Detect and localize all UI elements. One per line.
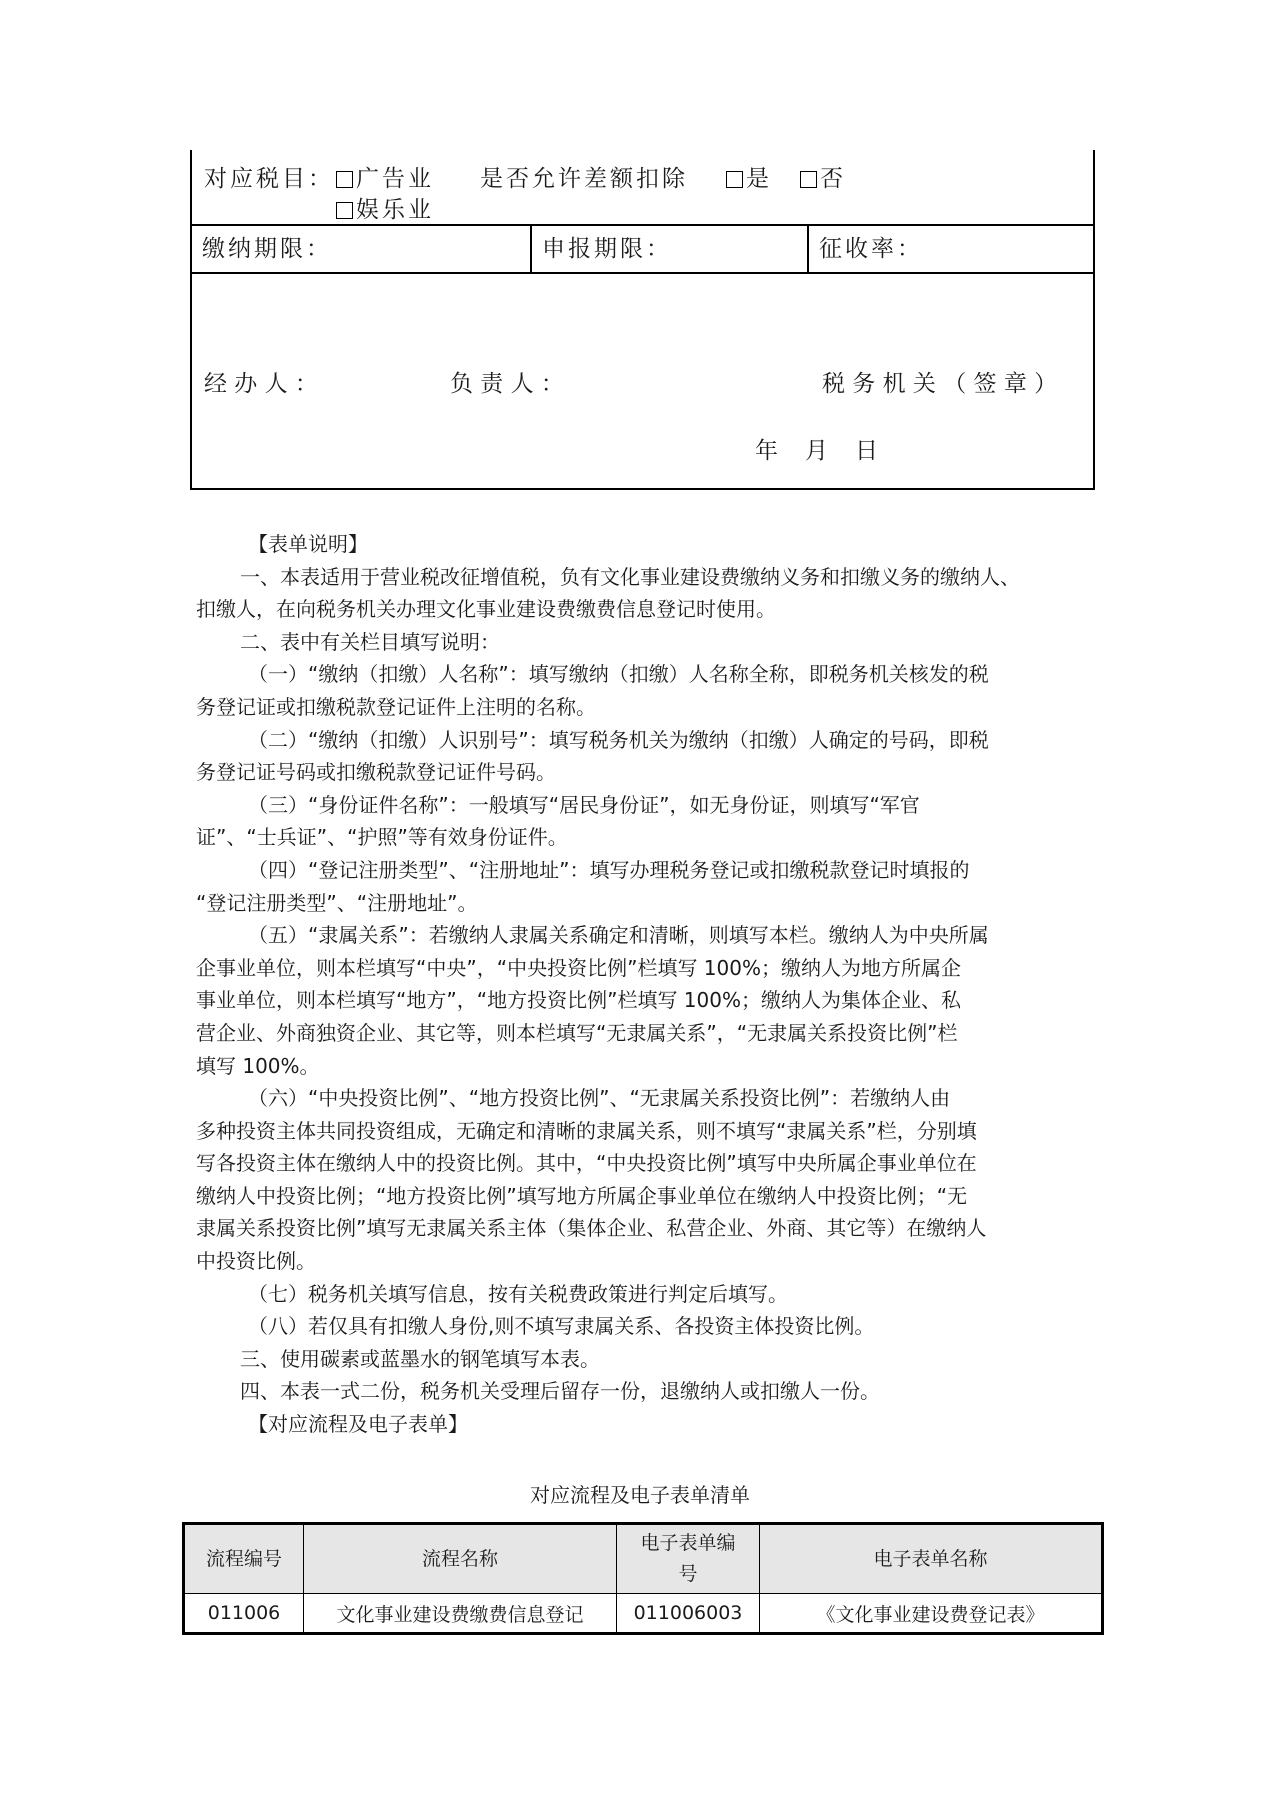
header-process-no: 流程编号 <box>184 1524 304 1594</box>
instruction-4: 四、本表一式二份，税务机关受理后留存一份，退缴纳人或扣缴人一份。 <box>240 1379 880 1404</box>
instruction-2-4-line-1: （四）“登记注册类型”、“注册地址”：填写办理税务登记或扣缴税款登记时填报的 <box>248 857 970 882</box>
checkbox-yes[interactable] <box>726 171 743 188</box>
instruction-2-5-line-2: 企事业单位，则本栏填写“中央”，“中央投资比例”栏填写 100%；缴纳人为地方所属企 <box>196 955 961 980</box>
checkbox-advertising[interactable] <box>336 171 353 188</box>
flow-heading: 【对应流程及电子表单】 <box>248 1412 468 1437</box>
handler-label: 经 办 人 ： <box>204 371 318 397</box>
header-form-name: 电子表单名称 <box>760 1524 1103 1594</box>
option-advertising-label: 广告业 <box>356 166 434 192</box>
payment-term-cell[interactable] <box>192 226 530 272</box>
instruction-3: 三、使用碳素或蓝墨水的钢笔填写本表。 <box>240 1346 600 1371</box>
instruction-2-3-line-1: （三）“身份证件名称”：一般填写“居民身份证”，如无身份证，则填写“军官 <box>248 792 920 817</box>
table-header-row <box>184 1524 1103 1594</box>
tax-item-label: 对应税目： <box>204 166 334 192</box>
instruction-2-4-line-2: “登记注册类型”、“注册地址”。 <box>196 890 478 915</box>
option-no[interactable] <box>800 160 846 193</box>
cell-process-name: 文化事业建设费缴费信息登记 <box>304 1594 617 1634</box>
header-form-no <box>617 1524 760 1594</box>
instruction-2-1-line-2: 务登记证或扣缴税款登记证件上注明的名称。 <box>196 694 596 719</box>
date-year-label: 年 <box>755 438 778 464</box>
instruction-2-6-line-5: 隶属关系投资比例”填写无隶属关系主体（集体企业、私营企业、外商、其它等）在缴纳人 <box>196 1216 987 1241</box>
checkbox-entertainment[interactable] <box>336 202 353 219</box>
option-no-label: 否 <box>820 166 846 192</box>
terms-row <box>192 224 1093 274</box>
cell-form-name: 《文化事业建设费登记表》 <box>760 1594 1103 1634</box>
instruction-2-5-line-1: （五）“隶属关系”：若缴纳人隶属关系确定和清晰，则填写本栏。缴纳人为中央所属 <box>248 923 989 948</box>
header-form-no-line-2: 号 <box>678 1563 698 1585</box>
cell-process-no: 011006 <box>184 1594 304 1634</box>
instruction-2-6-line-1: （六）“中央投资比例”、“地方投资比例”、“无隶属关系投资比例”：若缴纳人由 <box>248 1086 951 1111</box>
date-month-label: 月 <box>805 438 828 464</box>
instruction-2-6-line-3: 写各投资主体在缴纳人中的投资比例。其中，“中央投资比例”填写中央所属企事业单位在 <box>196 1151 977 1176</box>
instruction-2-7: （七）税务机关填写信息，按有关税费政策进行判定后填写。 <box>248 1281 788 1306</box>
instruction-2-8: （八）若仅具有扣缴人身份,则不填写隶属关系、各投资主体投资比例。 <box>248 1314 875 1339</box>
deduction-label: 是否允许差额扣除 <box>480 166 688 192</box>
option-entertainment-label: 娱乐业 <box>356 197 434 223</box>
option-advertising[interactable] <box>336 160 434 193</box>
instruction-2-6-line-2: 多种投资主体共同投资组成，无确定和清晰的隶属关系，则不填写“隶属关系”栏，分别填 <box>196 1118 977 1143</box>
cell-form-no: 011006003 <box>617 1594 760 1634</box>
header-process-name: 流程名称 <box>304 1524 617 1594</box>
date-day-label: 日 <box>855 438 878 464</box>
tax-authority-seal-label: 税 务 机 关 （ 签 章 ） <box>822 371 1058 397</box>
instructions-heading: 【表单说明】 <box>248 532 368 556</box>
header-form-no-line-1: 电子表单编 <box>640 1532 736 1554</box>
instruction-2: 二、表中有关栏目填写说明： <box>240 629 500 654</box>
responsible-label: 负 责 人 ： <box>450 371 564 397</box>
payment-term-label: 缴纳期限： <box>202 236 332 262</box>
option-yes-label: 是 <box>746 166 772 192</box>
form-instructions <box>196 528 1096 1441</box>
instruction-2-5-line-4: 营企业、外商独资企业、其它等，则本栏填写“无隶属关系”，“无隶属关系投资比例”栏 <box>196 1020 958 1045</box>
instruction-1-line-1: 一、本表适用于营业税改征增值税，负有文化事业建设费缴纳义务和扣缴义务的缴纳人、 <box>240 564 1020 589</box>
option-yes[interactable] <box>726 160 772 193</box>
instruction-2-6-line-4: 缴纳人中投资比例；“地方投资比例”填写地方所属企事业单位在缴纳人中投资比例；“无 <box>196 1183 968 1208</box>
collection-rate-cell[interactable] <box>809 226 1093 272</box>
instruction-2-1-line-1: （一）“缴纳（扣缴）人名称”：填写缴纳（扣缴）人名称全称，即税务机关核发的税 <box>248 662 989 687</box>
instruction-2-6-line-6: 中投资比例。 <box>196 1249 316 1274</box>
table-row <box>184 1594 1103 1634</box>
filing-term-label: 申报期限： <box>542 236 672 262</box>
instruction-2-5-line-5: 填写 100%。 <box>196 1053 320 1078</box>
tax-item-row <box>192 150 1093 224</box>
instruction-2-2-line-1: （二）“缴纳（扣缴）人识别号”：填写税务机关为缴纳（扣缴）人确定的号码，即税 <box>248 727 989 752</box>
collection-rate-label: 征收率： <box>819 236 923 262</box>
filing-term-cell[interactable] <box>532 226 807 272</box>
option-entertainment[interactable] <box>336 191 434 224</box>
checkbox-no[interactable] <box>800 171 817 188</box>
flow-table <box>182 1522 1104 1635</box>
instruction-1-line-2: 扣缴人，在向税务机关办理文化事业建设费缴费信息登记时使用。 <box>196 597 776 622</box>
instruction-2-5-line-3: 事业单位，则本栏填写“地方”，“地方投资比例”栏填写 100%；缴纳人为集体企业、私 <box>196 988 961 1013</box>
registration-form-box <box>190 150 1095 490</box>
flow-table-title: 对应流程及电子表单清单 <box>530 1483 750 1507</box>
instruction-2-3-line-2: 证”、“士兵证”、“护照”等有效身份证件。 <box>196 825 568 850</box>
instruction-2-2-line-2: 务登记证号码或扣缴税款登记证件号码。 <box>196 760 556 785</box>
